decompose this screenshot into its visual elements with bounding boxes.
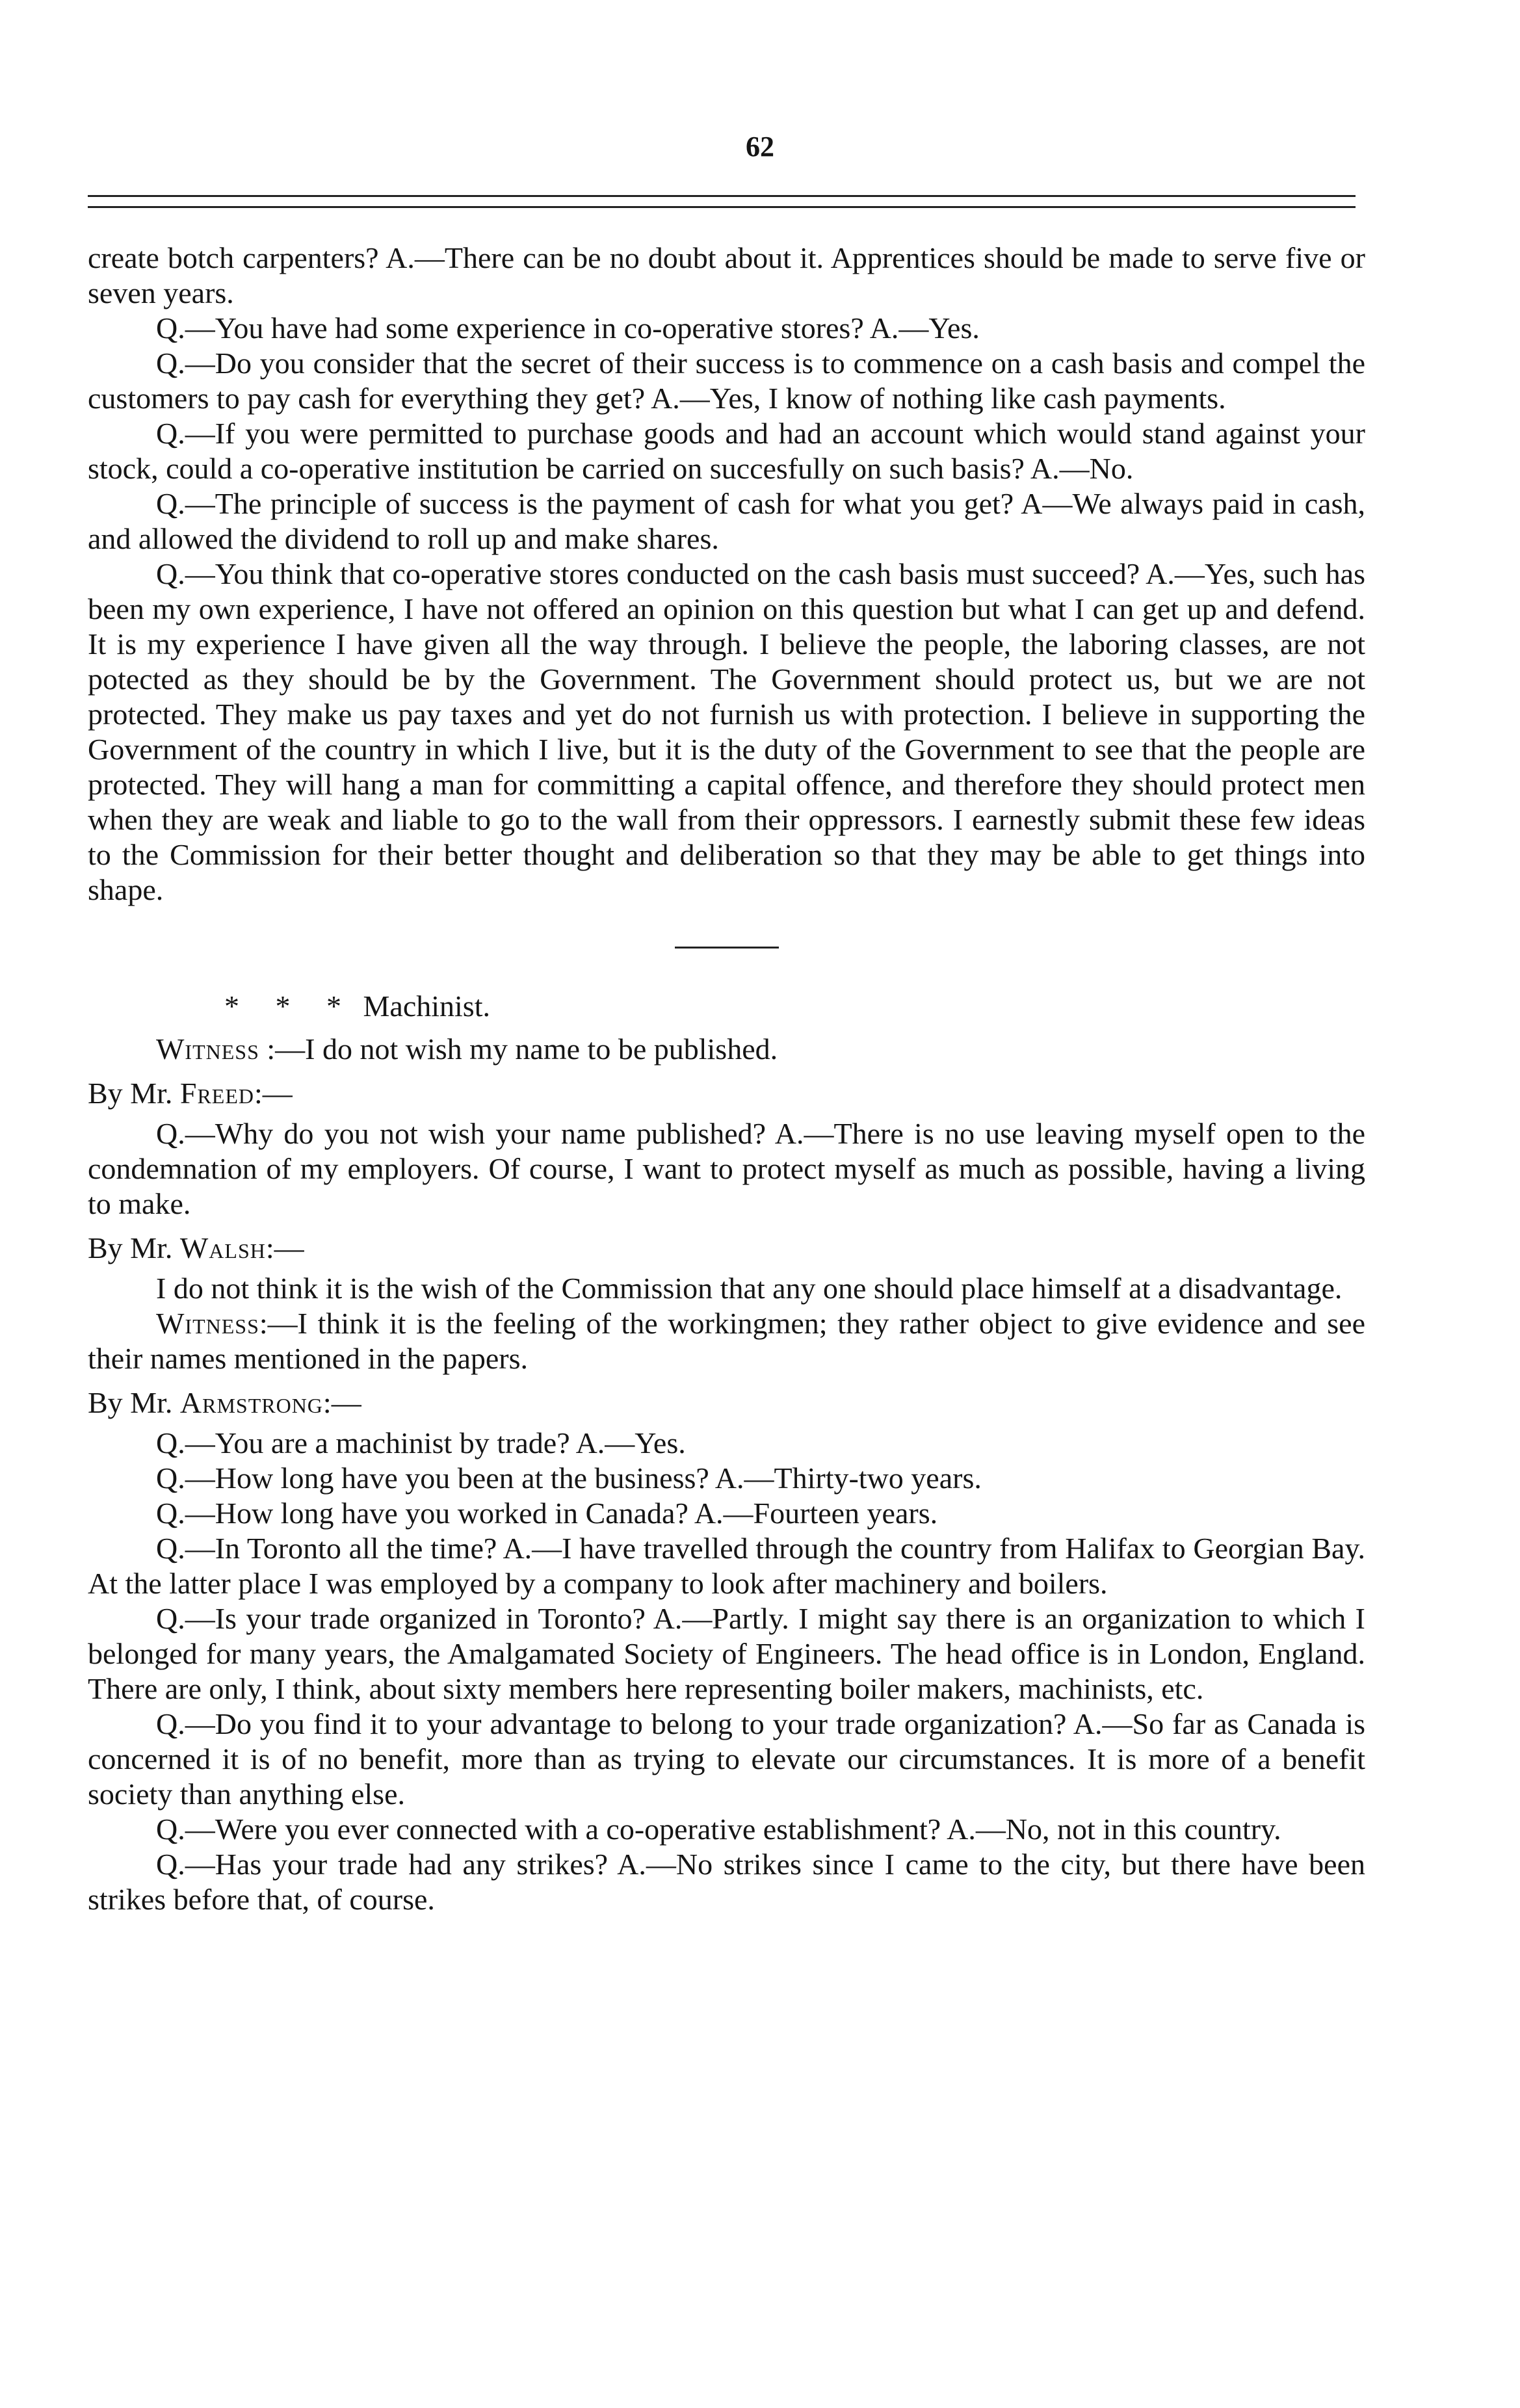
examiner-name: Armstrong (179, 1386, 323, 1419)
asterisks: * * * (224, 989, 356, 1023)
section-divider (675, 947, 779, 949)
byline (88, 1076, 1365, 1111)
paragraph: Q.—If you were permitted to purchase goods and had an account which would stand against your stock, could a co-operative institution be carried on succesfully on such basis? A.—No. (88, 417, 1365, 485)
page-number: 62 (746, 131, 774, 163)
byline (88, 1385, 1365, 1420)
heading-text: Machinist. (363, 989, 490, 1023)
speaker-label: Witness (156, 1032, 259, 1066)
byline-prefix: By Mr. (88, 1077, 173, 1110)
byline-suffix: :— (254, 1077, 293, 1110)
paragraph: Q.—In Toronto all the time? A.—I have travelled through the country from Halifax to Georgian Bay. At the latter place I was employed by a company to look after machinery and boilers. (88, 1532, 1365, 1600)
paragraph: create botch carpenters? A.—There can be no doubt about it. Apprentices should be made to serve five or seven years. (88, 241, 1365, 309)
byline-prefix: By Mr. (88, 1386, 173, 1419)
witness-text: :—I do not wish my name to be published. (267, 1032, 778, 1066)
witness-line (88, 1306, 1365, 1376)
paragraph: Q.—Why do you not wish your name published? A.—There is no use leaving myself open to the condemnation of my employers. Of course, I want to protect myself as much as possible, having a living to make. (88, 1117, 1365, 1220)
paragraph: Q.—How long have you worked in Canada? A.—Fourteen years. (156, 1497, 938, 1530)
paragraph: Q.—Do you find it to your advantage to belong to your trade organization? A.—So far as Canada is concerned it is of no benefit, more than as trying to elevate our circumstances. It is more of a benefit society than anything else. (88, 1707, 1365, 1811)
paragraph: Q.—The principle of success is the payment of cash for what you get? A—We always paid in cash, and allowed the dividend to roll up and make shares. (88, 487, 1365, 555)
byline-suffix: :— (265, 1231, 304, 1264)
paragraph: Q.—Do you consider that the secret of their success is to commence on a cash basis and compel the customers to pay cash for everything they get? A.—Yes, I know of nothing like cash payments. (88, 347, 1365, 415)
page-body (88, 241, 1365, 1917)
paragraph: Q.—You are a machinist by trade? A.—Yes. (156, 1426, 686, 1459)
examiner-name: Freed (179, 1077, 255, 1110)
header-rule (88, 195, 1356, 208)
paragraph: Q.—Has your trade had any strikes? A.—No strikes since I came to the city, but there have been strikes before that, of course. (88, 1848, 1365, 1916)
paragraph: Q.—Is your trade organized in Toronto? A.—Partly. I might say there is an organization to which I belonged for many years, the Amalgamated Society of Engineers. The head office is in London, England. There are only, I think, about sixty members here representing boiler makers, machinists, etc. (88, 1602, 1365, 1705)
byline-suffix: :— (322, 1386, 361, 1419)
paragraph: Q.—You have had some experience in co-operative stores? A.—Yes. (156, 311, 980, 345)
section-heading (88, 989, 1365, 1024)
witness-text: :—I think it is the feeling of the workingmen; they rather object to give evidence and see their names mentioned in the papers. (88, 1307, 1365, 1375)
paragraph: Q.—How long have you been at the business? A.—Thirty-two years. (156, 1461, 982, 1495)
byline-prefix: By Mr. (88, 1231, 173, 1264)
paragraph: Q.—You think that co-operative stores conducted on the cash basis must succeed? A.—Yes, such has been my own experience, I have not offered an opinion on this question but what I can get up and defend. It is my experience I have given all the way through. I believe the people, the laboring classes, are not potected as they should be by the Government. The Government should protect us, but we are not protected. They make us pay taxes and yet do not furnish us with protection. I believe in supporting the Government of the country in which I live, but it is the duty of the Government to see that the people are protected. They will hang a man for committing a capital offence, and therefore they should protect men when they are weak and liable to go to the wall from their oppressors. I earnestly submit these few ideas to the Commission for their better thought and deliberation so that they may be able to get things into shape. (88, 557, 1365, 906)
paragraph: I do not think it is the wish of the Commission that any one should place himself at a disadvantage. (156, 1272, 1343, 1305)
byline (88, 1231, 1365, 1266)
examiner-name: Walsh (179, 1231, 266, 1264)
witness-line (88, 1032, 1365, 1067)
speaker-label: Witness (156, 1307, 259, 1340)
paragraph: Q.—Were you ever connected with a co-operative establishment? A.—No, not in this country. (156, 1813, 1281, 1846)
